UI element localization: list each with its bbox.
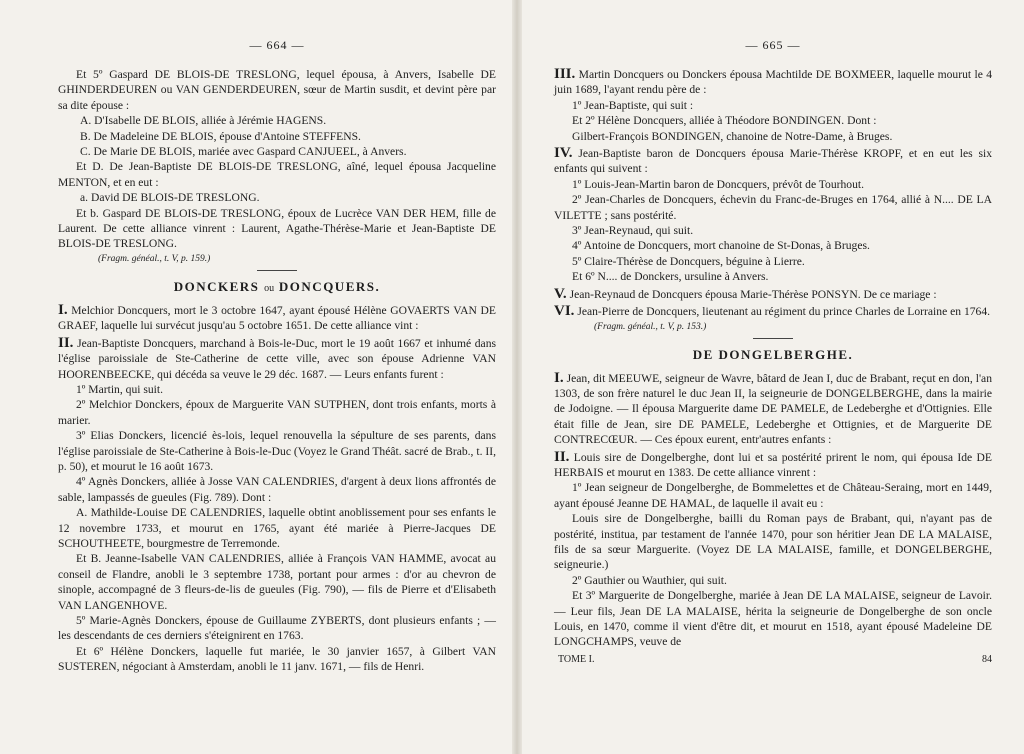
roman-numeral: III. — [554, 66, 576, 82]
list-item: 3º Elias Donckers, licencié ès-lois, lequel renouvella la sépulture de ses parents, dans l'église paroissiale de Ste-Catherine à Bois-le-Duc (Voyez le Grand Théât. sacré de Brab., t. II, p. 50), et mourut le 16 août 1673. — [58, 429, 496, 473]
page-number-right: — 665 — — [745, 38, 801, 52]
roman-numeral: V. — [554, 285, 567, 302]
list-item: Et 6º N.... de Donckers, ursuline à Anvers. — [572, 270, 769, 284]
page-number-left: — 664 — — [249, 38, 305, 52]
list-item: 1º Jean seigneur de Dongelberghe, de Bommelettes et de Château-Seraing, mort en 1449, ayant épousé Jeanne DE HAMAL, de laquelle il avait eu : — [554, 481, 992, 510]
list-item: Et 3º Marguerite de Dongelberghe, mariée à Jean DE LA MALAISE, seigneur de Lavoir. — Leur fils, Jean DE LA MALAISE, hérita la seigneurie de Dongelberghe de son oncle Louis, en 1470, comme il vient d'être dit, et mourut en 1518, ayant épousé Madeleine DE LONGCHAMPS, veuve de — [554, 589, 992, 649]
section-heading: DE DONGELBERGHE. — [692, 346, 854, 362]
source-citation: (Fragm. généal., t. V, p. 153.) — [594, 321, 707, 332]
divider — [257, 270, 297, 271]
entry-text: Jean-Pierre de Doncquers, lieutenant au régiment du prince Charles de Lorraine en 1764. — [577, 305, 991, 319]
genealogy-entry — [554, 287, 992, 302]
signature-mark: 84 — [982, 653, 992, 665]
left-page — [0, 0, 510, 754]
list-item: 2º Melchior Donckers, époux de Marguerite VAN SUTPHEN, dont trois enfants, morts à marier. — [58, 398, 496, 427]
list-item: 4º Antoine de Doncquers, mort chanoine de St-Donas, à Bruges. — [572, 239, 870, 253]
divider — [753, 338, 793, 339]
heading-part: DONCQUERS. — [278, 278, 381, 294]
right-page — [524, 0, 1024, 754]
roman-numeral: IV. — [554, 145, 573, 162]
genealogy-entry — [554, 146, 992, 177]
genealogy-entry — [58, 336, 496, 382]
list-item: Et B. Jeanne-Isabelle VAN CALENDRIES, alliée à François VAN HAMME, avocat au conseil de Flandre, anobli le 3 septembre 1738, portant pour armes : d'or au chevron de sinople, accompagné de 3 fleurs-de-lis de gueules (Fig. 790), — fils de Pierre et d'Elisabeth VAN LANGENHOVE. — [58, 552, 496, 612]
list-item: 3º Jean-Reynaud, qui suit. — [572, 224, 694, 238]
list-item: 5º Marie-Agnès Donckers, épouse de Guillaume ZYBERTS, dont plusieurs enfants ; — les descendants de ces derniers s'éteignirent en 1763. — [58, 614, 496, 643]
list-item: A. Mathilde-Louise DE CALENDRIES, laquelle obtint anoblissement pour ses enfants le 12 novembre 1733, et mourut en 1765, ayant été mariée à Pierre-Jacques DE SCHOUTHEETE, bourgmestre de Terremonde. — [58, 506, 496, 550]
roman-numeral: I. — [58, 301, 68, 318]
roman-numeral: VI. — [554, 303, 575, 320]
entry-text: Jean-Baptiste Doncquers, marchand à Bois-le-Duc, mort le 19 août 1667 et inhumé dans l'église paroissiale de Ste-Catherine de cette ville, avec son épouse Adrienne VAN HOORENBEECKE, qui décéda sa veuve le 29 déc. 1687. — Leurs enfants furent : — [58, 336, 496, 381]
source-citation: (Fragm. généal., t. V, p. 159.) — [98, 253, 211, 264]
book-gutter — [512, 0, 522, 754]
genealogy-entry — [554, 304, 992, 319]
entry-text: Louis sire de Dongelberghe, dont lui et sa postérité prirent le nom, qui épousa Ide DE HERBAIS et mourut en 1383. De cette alliance vinrent : — [554, 450, 992, 479]
list-item: Gilbert-François BONDINGEN, chanoine de Notre-Dame, à Bruges. — [572, 129, 893, 143]
list-item: 5º Claire-Thérèse de Doncquers, béguine à Lierre. — [572, 254, 805, 268]
genealogy-entry — [554, 67, 992, 98]
list-item: Et b. Gaspard DE BLOIS-DE TRESLONG, époux de Lucrèce VAN DER HEM, fille de Laurent. De cette alliance vinrent : Laurent, Agathe-Thérèse-Marie et Jean-Baptiste DE BLOIS-DE TRESLONG. — [58, 206, 496, 251]
list-item: 4º Agnès Donckers, alliée à Josse VAN CALENDRIES, d'argent à deux lions affrontés de sable, lampassés de gueules (Fig. 789). Dont : — [58, 475, 496, 504]
entry-text: Jean, dit MEEUWE, seigneur de Wavre, bâtard de Jean I, duc de Brabant, reçut en don, l'an 1303, de son frère naturel le duc Jean II, la seigneurie de DONGELBERGHE, dans la mairie de Jodoigne. — Il épousa Marguerite dame DE PAMELE, de Ledeberghe et d'Ottignies. Elle était fille de Jean, sire DE PAMELE, Ledeberghe et Ottignies, et de Marguerite DE CONTRECŒUR. — Ces époux eurent, entr'autres enfants : — [554, 371, 992, 447]
list-item: Et D. De Jean-Baptiste DE BLOIS-DE TRESLONG, aîné, lequel épousa Jacqueline MENTON, et en eut : — [58, 160, 496, 189]
list-item: B. De Madeleine DE BLOIS, épouse d'Antoine STEFFENS. — [80, 129, 361, 143]
heading-part: DONCKERS — [173, 278, 260, 294]
entry-text: Jean-Baptiste baron de Doncquers épousa Marie-Thérèse KROPF, et en eut les six enfants qui suivent : — [554, 147, 992, 176]
heading-ou: ou — [264, 282, 275, 294]
list-item: Et 6º Hélène Donckers, laquelle fut mariée, le 30 janvier 1657, à Gilbert VAN SUSTEREN, négociant à Amsterdam, anobli le 11 janv. 1671, — fils de Henri. — [58, 644, 496, 674]
entry-text: Melchior Doncquers, mort le 3 octobre 1647, ayant épousé Hélène GOVAERTS VAN DE GRAEF, laquelle lui survécut jusqu'au 5 octobre 1651. De cette alliance vint : — [58, 303, 496, 333]
entry-text: Martin Doncquers ou Donckers épousa Machtilde DE BOXMEER, laquelle mourut le 4 juin 1689, l'ayant rendu père de : — [554, 68, 992, 97]
list-item: Louis sire de Dongelberghe, bailli du Roman pays de Brabant, qui, n'ayant pas de postérité, institua, par testament de l'année 1470, pour son héritier Jean DE LA MALAISE, fils de sa sœur Marguerite. (Voyez DE LA MALAISE, famille, et DONGELBERGHE, seigneurie.) — [554, 512, 992, 572]
genealogy-entry — [554, 450, 992, 481]
section-heading — [58, 279, 496, 295]
list-item: C. De Marie DE BLOIS, mariée avec Gaspard CANJUEEL, à Anvers. — [80, 145, 407, 159]
list-item: a. David DE BLOIS-DE TRESLONG. — [80, 191, 260, 205]
roman-numeral: I. — [554, 369, 564, 386]
list-item: A. D'Isabelle DE BLOIS, alliée à Jérémie HAGENS. — [80, 114, 327, 128]
page-footer — [554, 654, 992, 665]
genealogy-entry — [554, 371, 992, 448]
roman-numeral: II. — [58, 334, 74, 351]
intro-paragraph: Et 5º Gaspard DE BLOIS-DE TRESLONG, lequel épousa, à Anvers, Isabelle DE GHINDERDEUREN ou VAN GENDERDEUREN, sœur de Martin susdit, et devint père par sa dite épouse : — [58, 68, 496, 112]
list-item: 1º Louis-Jean-Martin baron de Doncquers, prévôt de Tourhout. — [572, 177, 865, 191]
roman-numeral: II. — [554, 448, 570, 465]
list-item: Et 2º Hélène Doncquers, alliée à Théodore BONDINGEN. Dont : — [572, 114, 877, 128]
list-item: 1º Jean-Baptiste, qui suit : — [572, 98, 694, 112]
list-item: 2º Gauthier ou Wauthier, qui suit. — [572, 573, 727, 587]
list-item: 2º Jean-Charles de Doncquers, échevin du Franc-de-Bruges en 1764, allié à N.... DE LA VILETTE ; sans postérité. — [554, 193, 992, 222]
entry-text: Jean-Reynaud de Doncquers épousa Marie-Thérèse PONSYN. De ce mariage : — [569, 287, 937, 301]
genealogy-entry — [58, 303, 496, 334]
list-item: 1º Martin, qui suit. — [76, 382, 164, 396]
volume-label: TOME I. — [558, 653, 595, 665]
